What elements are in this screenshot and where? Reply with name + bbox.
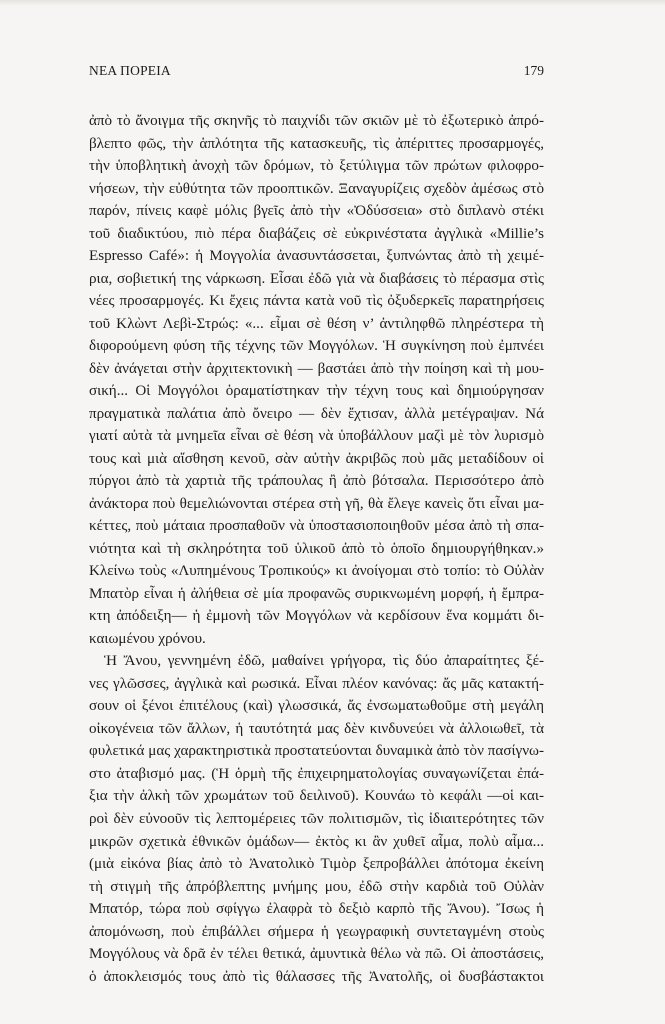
text-line: Μπατόρ, τώρα ποὺ σφίγγω ἐλαφρὰ τὸ δεξιὸ καρπὸ τῆς Ἄνου). Ἴσως ἡ [89,901,544,918]
text-line: ἀνάκτορα ποὺ θεμελιώνονται στέρεα στὴ γῆ, θὰ ἔλεγε κανεὶς ὅτι εἶναι μα- [89,495,544,512]
text-line: ξια τὴν ἀλκὴ τῶν χρωμάτων τοῦ δειλινοῦ). Κουνάω τὸ κεφάλι —οἱ και- [89,788,544,805]
text-line: κτη ἀπόδειξη— ἡ ἐμμονὴ τῶν Μογγόλων νὰ κερδίσουν ἕνα κομμάτι δι- [89,608,544,625]
text-line: Ἡ Ἄνου, γεννημένη ἐδῶ, μαθαίνει γρήγορα, τὶς δύο ἀπαραίτητες ξέ- [104,653,544,670]
text-line: νέες προσαρμογές. Κι ἔχεις πάντα κατὰ νοῦ τὶς ὀξυδερκεῖς παρατηρήσεις [89,293,544,310]
text-line: κέττες, ποὺ μάταια προσπαθοῦν νὰ ὑποστασιοποιηθοῦν μέσα ἀπὸ τὴ σπα- [89,518,544,535]
text-line: νήσεων, τὴν εὐθύτητα τῶν προοπτικῶν. Ξαναγυρίζεις σχεδὸν ἀμέσως στὸ [89,180,544,197]
text-line: πραγματικὰ παλάτια ἀπὸ ὄνειρο — δὲν ἔχτισαν, ἀλλὰ μετέγραψαν. Νά [89,405,544,422]
text-line: βλεπτο φῶς, τὴν ἁπλότητα τῆς κατασκευῆς, τὶς ἀπέριττες προσαρμογές, [89,135,544,152]
text-line: οἰκογένεια τῶν ἄλλων, ἡ ταυτότητά μας δὲν κινδυνεύει νὰ ἀλλοιωθεῖ, τὰ [89,720,544,737]
page-edge-shadow [0,0,665,6]
text-line: τὴν ὑποβλητικὴ ἀνοχὴ τῶν δρόμων, τὸ ξετύλιγμα τῶν πρώτων φιλοφρο- [89,158,544,175]
text-line: τοῦ Κλὼντ Λεβὶ-Στρώς: «... εἶμαι σὲ θέση ν’ ἀντιληφθῶ πληρέστερα τὴ [89,315,544,332]
text-line: τὴ στιγμὴ τῆς ἀπρόβλεπτης μνήμης μου, ἐδῶ στὴν καρδιὰ τοῦ Οὐλὰν [89,878,544,895]
text-line: δὲν ἀνάγεται στὴν ἀρχιτεκτονικὴ — βαστάει ἀπὸ τὴν ποίηση καὶ τὴ μου- [89,360,544,377]
text-line: νιότητα καὶ τὴ σκληρότητα τοῦ ὑλικοῦ ἀπὸ τὸ ὁποῖο δημιουργήθηκαν.» [89,540,544,557]
text-line: νες γλῶσσες, ἀγγλικὰ καὶ ρωσικά. Εἶναι πλέον κανόνας: ἄς μᾶς κατακτή- [89,675,544,692]
text-line: γιατί αὐτὰ τὰ μνημεῖα εἶναι σὲ θέση νὰ ὑποβάλλουν μαζὶ μὲ τὸν λυρισμὸ [89,428,544,445]
text-line: παρόν, πίνεις καφὲ μόλις βγεῖς ἀπὸ τὴν «Ὀδύσσεια» στὸ διπλανὸ στέκι [89,203,544,220]
text-line: τους καὶ μιὰ αἴσθηση κενοῦ, σὰν αὐτὴν ἀκριβῶς ποὺ μᾶς μεταδίδουν οἱ [89,450,544,467]
text-line: Μογγόλους νὰ δρᾶ ἐν τέλει θετικά, ἀμυντικὰ θέλω νὰ πῶ. Οἱ ἀποστάσεις, [89,946,544,963]
text-line: Μπατὸρ εἶναι ἡ ἀλήθεια σὲ μία προφανῶς συρικνωμένη μορφή, ἡ ἔμπρα- [89,585,544,602]
text-line: ἀπομόνωση, ποὺ ἐπιβάλλει σήμερα ἡ γεωγραφικὴ συντεταγμένη στοὺς [89,923,544,940]
text-line: σική... Οἱ Μογγόλοι ὁραματίστηκαν τὴν τέχνη τους καὶ δημιούργησαν [89,383,544,400]
text-line: τοῦ διαδικτύου, πιὸ πέρα διαβάζεις σὲ εὐκρινέστατα ἀγγλικὰ «Millie’s [89,225,544,242]
text-line: ροὶ δὲν εὐνοοῦν τὶς λεπτομέρειες τῶν πολιτισμῶν, τὶς ἰδιαιτερότητες τῶν [89,810,544,827]
text-line: ὁ ἀποκλεισμός τους ἀπὸ τὶς θάλασσες τῆς Ἀνατολῆς, οἱ δυσβάστακτοι [89,968,544,985]
text-line: Espresso Café»: ἡ Μογγολία ἀνασυντάσσεται, ξυπνώντας ἀπὸ τὴ χειμέ- [89,248,544,265]
text-line: στο ἀταβισμό μας. (Ἡ ὁρμὴ τῆς ἐπιχειρηματολογίας συναγωνίζεται ἐπά- [89,765,544,782]
page-number: 179 [523,63,544,78]
text-line: ρια, σοβιετική της νάρκωση. Εἶσαι ἐδῶ γιὰ νὰ διαβάσεις τὸ πέρασμα στὶς [89,270,544,287]
text-line: διφορούμενη φύση τῆς τέχνης τῶν Μογγόλων. Ἡ συγκίνηση ποὺ ἐμπνέει [89,338,544,355]
text-line: ἀπὸ τὸ ἄνοιγμα τῆς σκηνῆς τὸ παιχνίδι τῶν σκιῶν μὲ τὸ ἐξωτερικὸ ἀπρό- [89,113,544,129]
text-line: πύργοι ἀπὸ τὰ χαρτιὰ τῆς τράπουλας ἢ ἀπὸ βότσαλα. Περισσότερο ἀπὸ [89,473,544,490]
text-line: φυλετικά μας χαρακτηριστικὰ προστατεύονται δυναμικὰ ἀπὸ τὸν πασίγνω- [89,743,544,760]
text-line: (μιὰ εἰκόνα βίας ἀπὸ τὸ Ἀνατολικὸ Τιμὸρ ξεπροβάλλει ἀπότομα ἐκείνη [89,856,544,873]
running-head: ΝΕΑ ΠΟΡΕΙΑ [89,63,171,78]
text-line: Κλείνω τοὺς «Λυπημένους Τροπικούς» κι ἀνοίγομαι στὸ τοπίο: τὸ Οὐλὰν [89,563,544,580]
text-line: μικρῶν σχετικὰ ἐθνικῶν ὁμάδων— ἐκτὸς κι ἂν χυθεῖ αἷμα, πολὺ αἷμα... [89,833,544,850]
text-line: καιωμένου χρόνου. [89,630,206,647]
body-text [89,110,544,988]
text-line: σουν οἱ ξένοι ἐπιτέλους (καὶ) γλωσσικά, ἄς ἐνσωματωθοῦμε στὴ μεγάλη [89,698,544,715]
